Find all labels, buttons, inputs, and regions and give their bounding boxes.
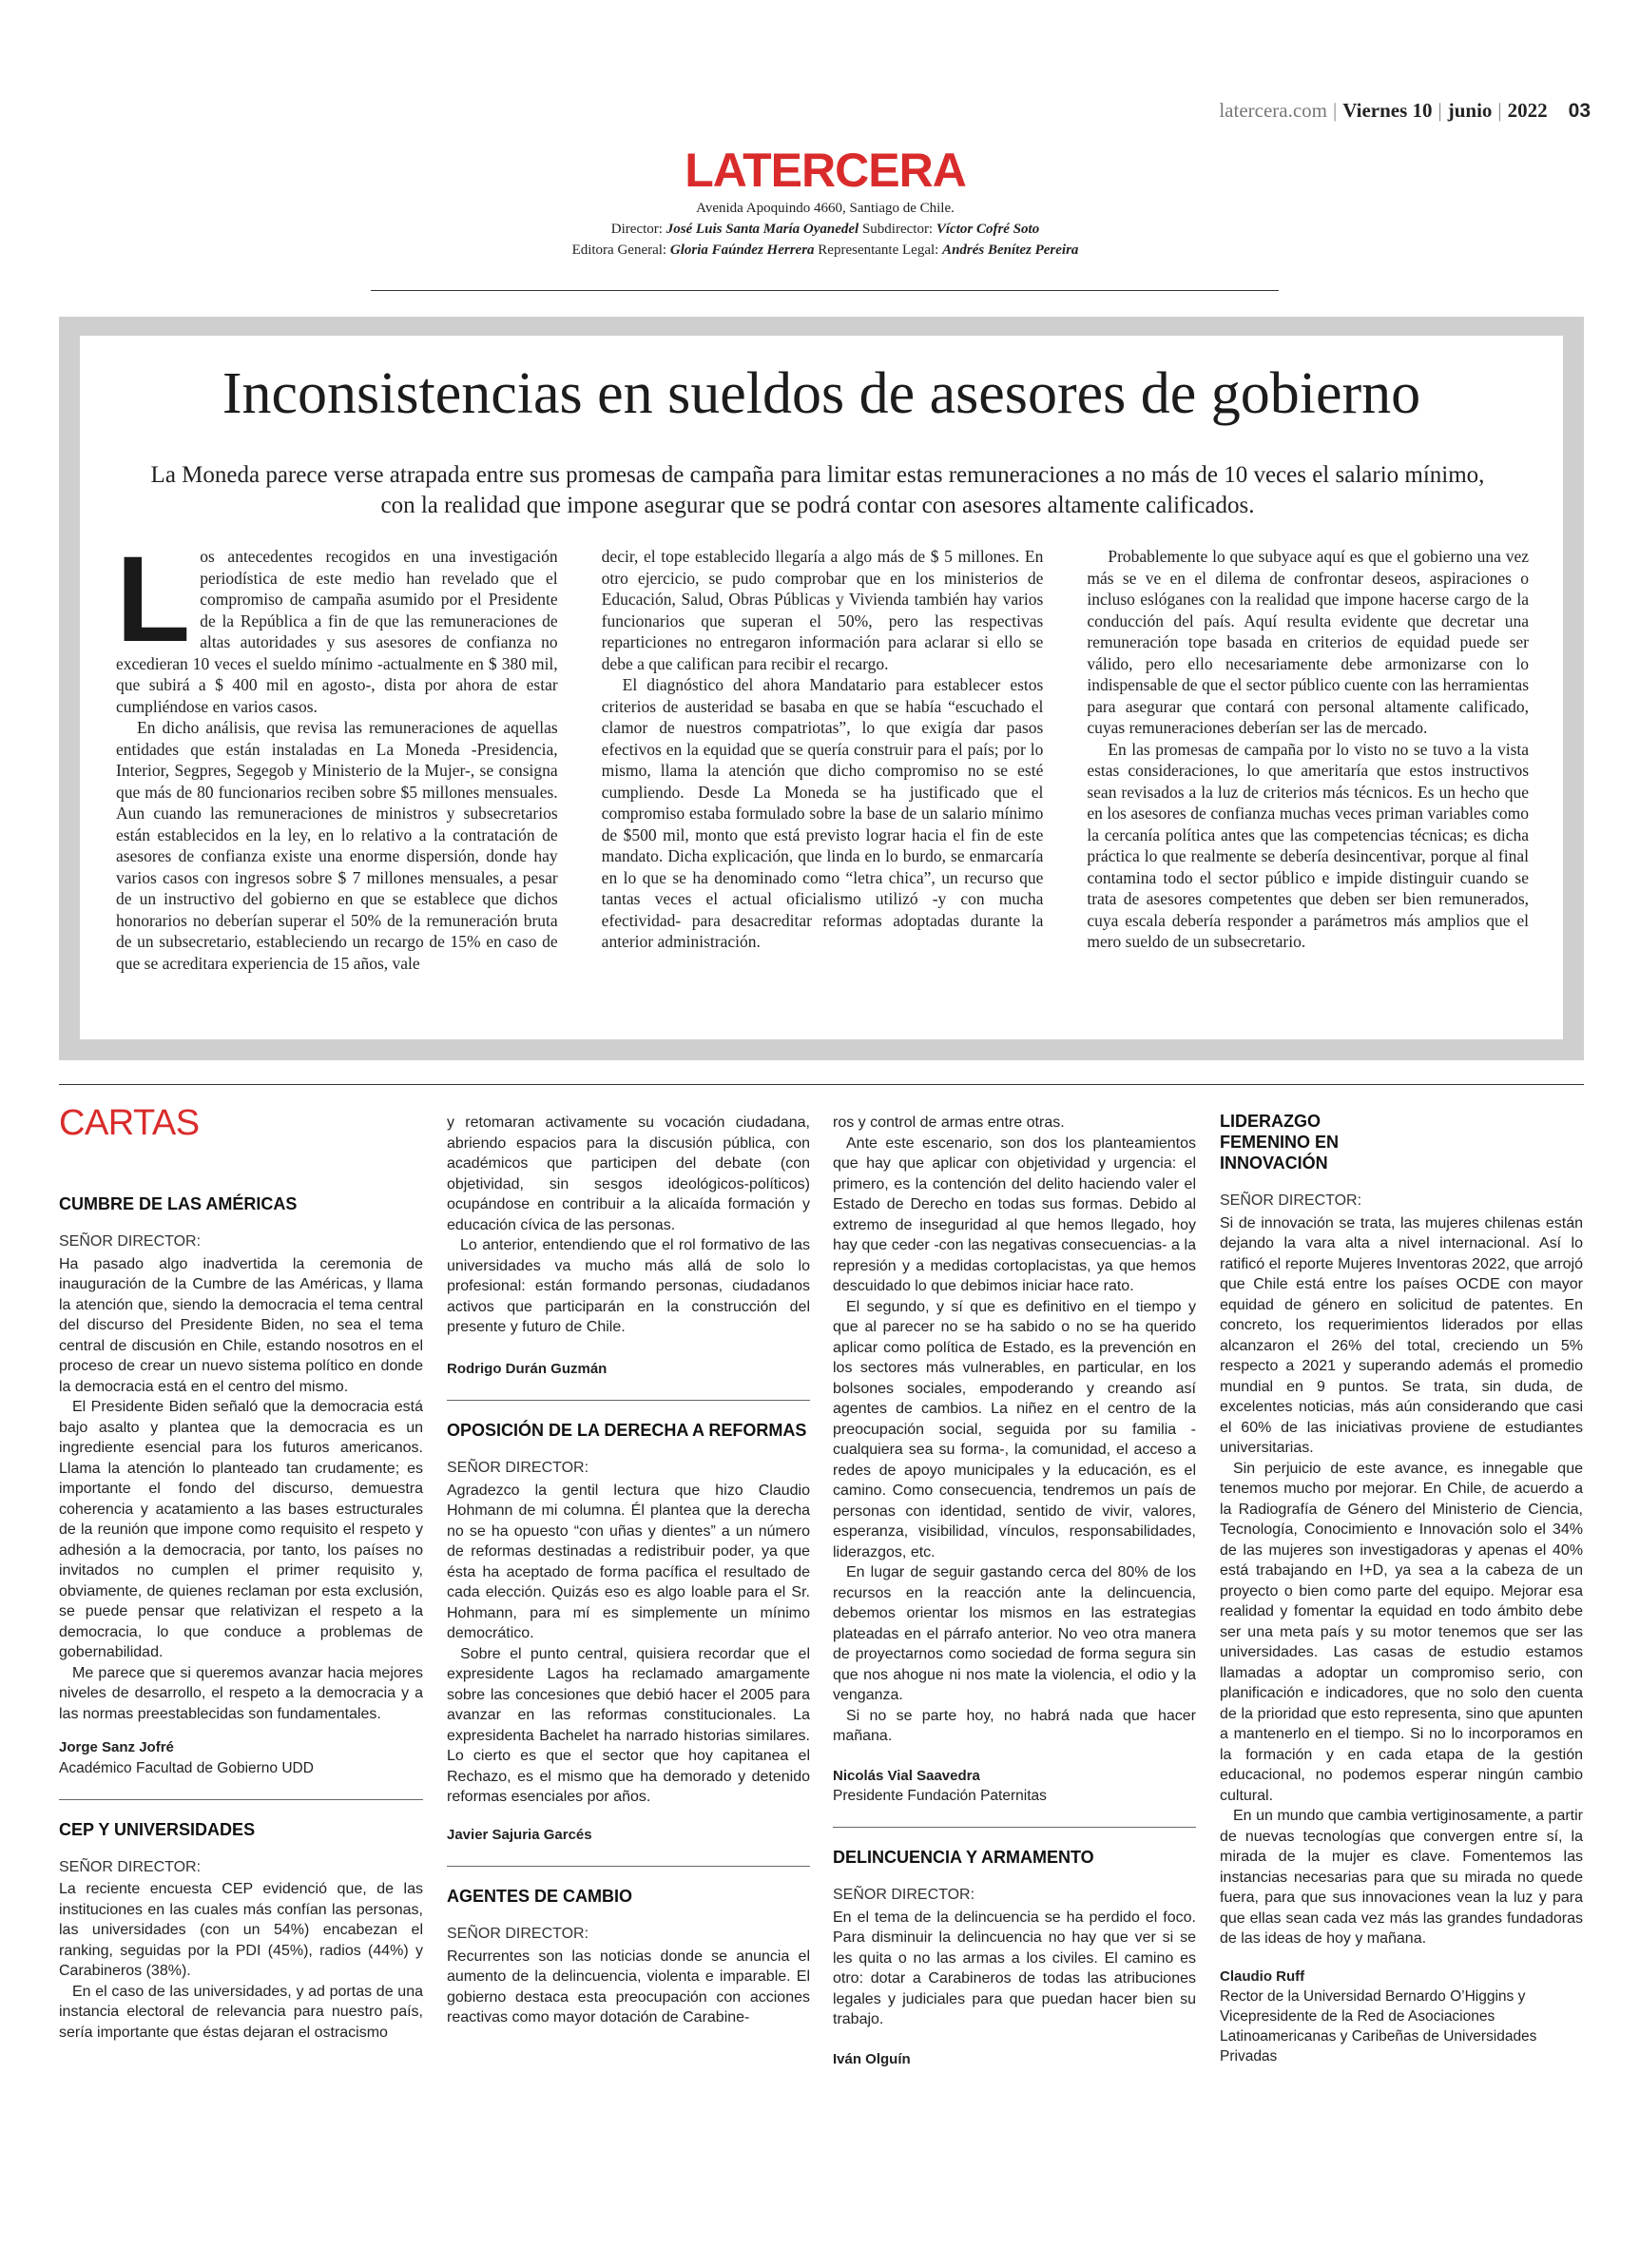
letter-paragraph: Agradezco la gentil lectura que hizo Claudio Hohmann de mi columna. Él plantea que la derecha no se ha opuesto “con uñas y dientes” a un número de reformas destinadas a redistribuir poder, ya que ésta ha aceptado de forma pacífica el resultado de cada elección. Quizás eso es algo loable para el Sr. Hohmann, para mí es simplemente un mínimo democrático. [447, 1482, 810, 1641]
letter-paragraph: Si no se parte hoy, no habrá nada que hacer mañana. [833, 1707, 1196, 1744]
letter-salutation: SEÑOR DIRECTOR: [1220, 1192, 1362, 1209]
letter-paragraph: ros y control de armas entre otras. [833, 1115, 1065, 1131]
letter-paragraph: El Presidente Biden señaló que la democracia está bajo asalto y plantea que la democracia es un ingrediente esencial para los futuros americanos. Llama la atención lo planteado tan crudamente; es importante el fondo del discurso, demuestra coherencia y acatamiento a las bases estructurales de la reunión que impone como requisito el respeto y adhesión a la democracia, por tanto, los países no invitados no cumplen el primer requisito y, obviamente, de quienes reclaman por esta exclusión, se puede pensar que relativizan el respeto a la democracia, lo que conduce a problemas de gobernabilidad. [59, 1399, 423, 1660]
letter-salutation: SEÑOR DIRECTOR: [833, 1887, 975, 1903]
letter-title: CEP Y UNIVERSIDADES [59, 1819, 256, 1839]
letter-author: Javier Sajuria Garcés [447, 1826, 592, 1843]
editora-label: Editora General: [571, 242, 667, 258]
section-divider [59, 1084, 1584, 1085]
letter-divider [59, 1799, 423, 1800]
letter-author: Iván Olguín [833, 2050, 911, 2067]
editorial-paragraph: El diagnóstico del ahora Mandatario para establecer estos criterios de austeridad se basaba en que se había “escuchado el clamor de nuestros compatriotas”, lo que exigía dar pasos efectivos en la equidad que se quería construir para el país; por lo mismo, llama la atención que dicho compromiso no se esté cumpliendo. Desde La Moneda se ha justificado que el compromiso estaba formulado sobre la base de un salario mínimo de $500 mil, monto que está previsto lograr hacia el fin de este mandato. Dicha explicación, que linda en lo burdo, se enmarcaría en lo que se ha denominado como “letra chica”, un recurso que tantas veces el actual oficialismo utilizó -y con mucha efectividad- para desacreditar reformas adoptadas durante la anterior administración. [601, 675, 1044, 951]
editorial-body [116, 532, 1530, 1021]
letter-paragraph: En un mundo que cambia vertiginosamente, a partir de nuevas tecnologías que convergen entre sí, la mirada de la mujer es clave. Fomentemos las instancias necesarias para que su mirada no quede fuera, para que sus innovaciones vean la luz y para que ellas sean cada vez más las grandes fundadoras de las ideas de hoy y mañana. [1220, 1808, 1583, 1947]
letter-salutation: SEÑOR DIRECTOR: [447, 1926, 589, 1942]
letter-paragraph: El segundo, y sí que es definitivo en el tiempo y que al parecer no se ha sabido o no se ha querido aplicar como política de Estado, es la prevención en los sectores más vulnerables, en particular, en los bolsones sociales, empoderando y creando así agentes de cambios. La niñez en el centro de la preocupación social, seguida por su familia -cualquiera sea su forma-, la comunidad, el acceso a redes de apoyo municipales y la educación, es el camino. Como consecuencia, tendremos un país de personas con identidad, sentido de vivir, valores, esperanza, visibilidad, vínculos, responsabilidades, liderazgos, etc. [833, 1298, 1196, 1560]
editorial-paragraph: os antecedentes recogidos en una investigación periodística de este medio han revelado que el compromiso de campaña asumido por el Presidente de la República a fin de que las remuneraciones de altas autoridades y sus asesores de confianza no excedieran 10 veces el sueldo mínimo -actualmente en $ 380 mil, que subirá a $ 400 mil en agosto-, dista por ahora de estar cumpliéndose en varios casos. [116, 547, 558, 716]
rep-label: Representante Legal: [818, 242, 939, 258]
letter-salutation: SEÑOR DIRECTOR: [59, 1233, 202, 1250]
letter-author: Nicolás Vial Saavedra [833, 1767, 980, 1784]
editorial-paragraph: En las promesas de campaña por lo visto no se tuvo a la vista estas consideraciones, lo que ameritaría que estos instructivos sean revisados a la luz de criterios más técnicos. Es un hecho que en los asesores de confianza muchas veces priman variables como la cercanía política antes que las competencias técnicas; es dicha práctica lo que realmente se debería desincentivar, porque al final contamina todo el sector público e impide distinguir cuando se trata de asesores competentes que deben ser bien remunerados, cuya escala debería responder a parámetros más amplios que el mero sueldo de un subsecretario. [1087, 739, 1530, 951]
editorial-paragraph: Probablemente lo que subyace aquí es que el gobierno una vez más se ve en el dilema de confrontar deseos, aspiraciones o incluso eslóganes con la realidad que impone hacerse cargo de la conducción del país. Aquí resulta evidente que decretar una remuneración tope basada en criterios de equidad puede ser válido, pero ello necesariamente debe armonizarse con lo indispensable de que el sector público cuente con las herramientas para asegurar que contará con personal altamente calificado, cuyas remuneraciones deberían ser las de mercado. [1087, 547, 1530, 737]
director-name: José Luis Santa María Oyanedel [666, 222, 859, 237]
masthead-divider [371, 290, 1279, 291]
subdirector-label: Subdirector: [861, 222, 934, 237]
editorial-subtitle: La Moneda parece verse atrapada entre sus promesas de campaña para limitar estas remuneraciones a no más de 10 veces el salario mínimo, con la realidad que impone asegurar que se podrá contar con asesores altamente calificados. [150, 462, 1485, 518]
masthead-directors [369, 219, 1282, 240]
letter-paragraph: Si de innovación se trata, las mujeres chilenas están dejando la vara alta a nivel internacional. Así lo ratificó el reporte Mujeres Inventoras 2022, que arrojó que Chile está entre los países OCDE con mayor equidad de género en solicitud de patentes. En concreto, los requerimientos liderados por ellas alcanzaron el 26% del total, creciendo un 5% respecto a 2021 y superando además el promedio mundial en 9 puntos. Se trata, sin duda, de excelentes noticias, más aún considerando que casi el 60% de las iniciativas proviene de estudiantes universitarias. [1220, 1214, 1583, 1456]
letter-author: Jorge Sanz Jofré [59, 1739, 174, 1755]
letter-title: LIDERAZGO FEMENINO EN INNOVACIÓN [1220, 1112, 1340, 1173]
letter-author-role: Rector de la Universidad Bernardo O’Higgins y Vicepresidente de la Red de Asociaciones Latinoamericanas y Caribeñas de Universidades Privadas [1220, 1988, 1537, 2064]
editorial-column-1 [116, 532, 558, 1021]
letter-divider [833, 1827, 1196, 1828]
page-number: 03 [1568, 100, 1591, 122]
letter-paragraph: Sobre el punto central, quisiera recordar que el expresidente Lagos ha reclamado amargamente sobre las concesiones que debió hacer el 2005 para avanzar en las reformas constitucionales. La expresidenta Bachelet ha narrado historias similares. Lo cierto es que el sector que hoy capitanea el Rechazo, es el mismo que ha demorado y detenido reformas esenciales por años. [447, 1645, 810, 1805]
letter-paragraph: En el caso de las universidades, y ad portas de una instancia electoral de relevancia para nuestro país, sería importante que éstas dejaran el ostracismo [59, 1983, 423, 2041]
drop-cap: L [116, 532, 191, 668]
letter-paragraph: Lo anterior, entendiendo que el rol formativo de las universidades va mucho más allá de solo lo profesional: están formando personas, ciudadanos activos que participarán en la construcción del presente y futuro de Chile. [447, 1237, 810, 1335]
letter-paragraph: Recurrentes son las noticias donde se anuncia el aumento de la delincuencia, violenta e imparable. El gobierno destaca esta preocupación con acciones reactivas como mayor dotación de Carabine- [447, 1948, 810, 2026]
director-label: Director: [610, 222, 663, 237]
editorial-column-2 [602, 546, 1044, 1021]
editora-name: Gloria Faúndez Herrera [669, 242, 815, 258]
letters-column-4 [1220, 1111, 1583, 2066]
masthead-address: Avenida Apoquindo 4660, Santiago de Chile. [696, 201, 955, 216]
newspaper-logo: LATERCERA [685, 144, 966, 197]
editorial-title: Inconsistencias en sueldos de asesores de gobierno [222, 361, 1421, 426]
date-year: 2022 [1507, 99, 1548, 122]
site-name: latercera.com [1219, 99, 1327, 122]
letter-paragraph: En lugar de seguir gastando cerca del 80% de los recursos en la reacción ante la delincuencia, debemos orientar los mismos en las estrategias plateadas en el párrafo anterior. No veo otra manera de proyectarnos como sociedad de forma segura sin que nos ahogue ni nos mate la violencia, el odio y la venganza. [833, 1564, 1196, 1703]
letter-paragraph: La reciente encuesta CEP evidenció que, de las instituciones en las cuales más confían las personas, las universidades (con un 54%) encabezan el ranking, seguidas por la PDI (45%), radios (44%) y Carabineros (38%). [59, 1881, 423, 1979]
letter-author: Claudio Ruff [1220, 1968, 1305, 1985]
letter-title: DELINCUENCIA Y ARMAMENTO [833, 1848, 1094, 1867]
letters-column-3 [833, 1113, 1196, 2069]
date-day: Viernes 10 [1342, 99, 1433, 122]
letter-paragraph: Ha pasado algo inadvertida la ceremonia de inauguración de la Cumbre de las Américas, y llama la atención que, siendo la democracia el tema central del discurso del Presidente Biden, no sea el tema central de discusión en Chile, estando nosotros en el proceso de crear un nuevo sistema político en donde la democracia está en el centro del mismo. [59, 1255, 423, 1395]
letter-title: OPOSICIÓN DE LA DERECHA A REFORMAS [447, 1421, 807, 1440]
letter-salutation: SEÑOR DIRECTOR: [59, 1858, 202, 1875]
letters-column-2 [447, 1113, 810, 2028]
letter-author-role: Presidente Fundación Paternitas [833, 1788, 1047, 1804]
cartas-section-title: CARTAS [59, 1103, 200, 1143]
letter-author: Rodrigo Durán Guzmán [447, 1360, 608, 1377]
masthead-editors [369, 240, 1282, 261]
editorial-paragraph: En dicho análisis, que revisa las remuneraciones de aquellas entidades que están instaladas en La Moneda -Presidencia, Interior, Segpres, Segegob y Ministerio de la Mujer-, se consigna que más de 80 funcionarios reciben sobre $5 millones mensuales. Aun cuando las remuneraciones de ministros y subsecretarios están establecidos en la ley, en lo relativo a la contratación de asesores de confianza existe una enorme dispersión, donde hay varios casos con ingresos sobre $ 7 millones mensuales, a pesar de un instructivo del gobierno en que se establece que dichos honorarios no deberían superar el 50% de la remuneración bruta de un subsecretario, estableciendo un recargo de 15% en caso de que se acreditara experiencia de 15 años, vale [116, 718, 558, 973]
page-header: latercera.com | Viernes 10 | junio | 2022 03 [1219, 99, 1591, 122]
letter-title: CUMBRE DE LAS AMÉRICAS [59, 1194, 298, 1213]
date-month: junio [1447, 99, 1493, 122]
letter-paragraph: y retomaran activamente su vocación ciudadana, abriendo espacios para la discusión pública, con académicos que participen del debate (con objetividad, sin sesgos ideológicos-políticos) ocupándose en contribuir a la alicaída formación y educación cívica de las personas. [447, 1115, 810, 1233]
letter-paragraph: En el tema de la delincuencia se ha perdido el foco. Para disminuir la delincuencia no hay que ver si se les quita o no las armas a los civiles. El camino es otro: dotar a Carabineros de todas las atribuciones legales y judiciales para que puedan hacer bien su trabajo. [833, 1909, 1196, 2027]
letter-salutation: SEÑOR DIRECTOR: [447, 1460, 589, 1476]
letter-divider [447, 1866, 810, 1867]
letter-paragraph: Ante este escenario, son dos los planteamientos que hay que aplicar con objetividad y urgencia: el primero, es la contención del delito haciendo valer el Estado de Derecho en todas sus formas. Debido al extremo de inseguridad al que hemos llegado, hoy hay que ceder -con las negativas consecuencias- a la represión y a medidas cortoplacistas, ya que hemos descuidado lo que debimos iniciar hace rato. [833, 1134, 1196, 1294]
letter-paragraph: Me parece que si queremos avanzar hacia mejores niveles de desarrollo, el respeto a la democracia y a las normas preestablecidas son fundamentales. [59, 1664, 423, 1722]
letter-title: AGENTES DE CAMBIO [447, 1887, 633, 1906]
masthead [369, 143, 1282, 261]
editorial-column-3 [1087, 546, 1529, 1021]
rep-name: Andrés Benítez Pereira [942, 242, 1079, 258]
letters-column-1 [59, 1193, 423, 2043]
letter-paragraph: Sin perjuicio de este avance, es innegable que tenemos mucho por mejorar. En Chile, de acuerdo a la Radiografía de Género del Ministerio de Ciencia, Tecnología, Conocimiento e Innovación solo el 34% de las mujeres son investigadoras y apenas el 40% está trabajando en I+D, ya sea a la cabeza de un proyecto o bien como parte del equipo. Mejorar esa realidad y fomentar la equidad en todo ámbito debe ser una meta país y su motor tenemos que ser las universidades. Las casas de estudio estamos llamadas a adoptar un compromiso serio, con planificación e indicadores, que no solo den cuenta de la prioridad que esto representa, sino que apunten a mantenerlo en el tiempo. Si no lo incorporamos en la formación y en cada etapa de la gestión educacional, no podemos esperar ningún cambio cultural. [1220, 1460, 1583, 1804]
letter-divider [447, 1400, 810, 1401]
subdirector-name: Víctor Cofré Soto [936, 222, 1040, 237]
letter-author-role: Académico Facultad de Gobierno UDD [59, 1759, 314, 1776]
editorial-paragraph: decir, el tope establecido llegaría a algo más de $ 5 millones. En otro ejercicio, se pudo comprobar que en los ministerios de Educación, Salud, Obras Públicas y Vivienda también hay varios funcionarios que superan el 50%, pero las respectivas reparticiones no entregaron información para aclarar si ello se debe a que califican para recibir el recargo. [601, 547, 1044, 673]
